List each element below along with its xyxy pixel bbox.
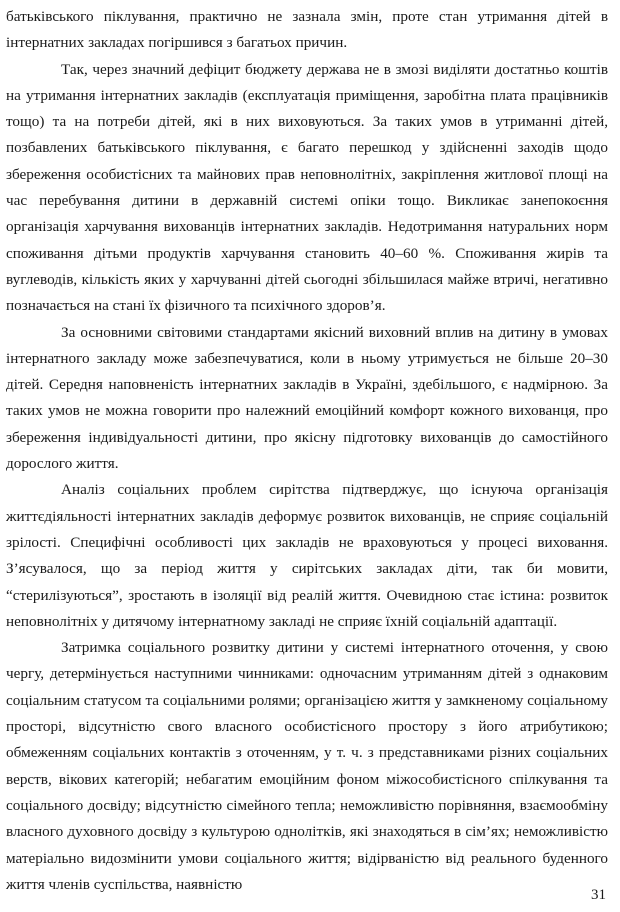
paragraph-1: батьківського піклування, практично не зазнала змін, проте стан утримання дітей в інтернатних закладах погіршився з багатьох причин. bbox=[6, 8, 608, 52]
paragraph-4: Аналіз соціальних проблем сирітства підтверджує, що існуюча організація життєдіяльності інтернатних закладів деформує розвиток вихованців, не сприяє соціальній зрілості. Специфічні особливості цих закладів не враховуються у процесі виховання. З’ясувалося, що за період життя у сирітських закладах діти, так би мовити, “стерилізуються”, зростають в ізоляції від реалій життя. Очевидною стає істина: розвиток неповнолітніх у дитячому інтернатному закладі не сприяє їхній соціальній адаптації. bbox=[6, 481, 608, 630]
body-text bbox=[6, 4, 608, 898]
paragraph-3: За основними світовими стандартами якісний виховний вплив на дитину в умовах інтернатного закладу може забезпечуватися, коли в ньому утримується не більше 20–30 дітей. Середня наповненість інтернатних закладів в Україні, здебільшого, є надмірною. За таких умов не можна говорити про належний емоційний комфорт кожного вихованця, про збереження індивідуальності дитини, про якісну підготовку вихованців до самостійного дорослого життя. bbox=[6, 323, 608, 473]
paragraph-2: Так, через значний дефіцит бюджету держава не в змозі виділяти достатньо коштів на утримання інтернатних закладів (експлуатація приміщення, заробітна плата працівників тощо) та на потреби дітей, які в них виховуються. За таких умов в утриманні дітей, позбавлених батьківського піклування, є багато перешкод у здійсненні заходів щодо збереження особистісних та майнових прав неповнолітніх, закріплення житлової площі на час перебування дитини в державній системі опіки тощо. Викликає занепокоєння організація харчування вихованців інтернатних закладів. Недотримання натуральних норм споживання дітьми продуктів харчування становить 40–60 %. Споживання жирів та вуглеводів, кількість яких у харчуванні дітей сьогодні збільшилася майже втричі, негативно позначається на стані їх фізичного та психічного здоров’я. bbox=[6, 60, 608, 315]
page-number: 31 bbox=[591, 887, 606, 903]
paragraph-5: Затримка соціального розвитку дитини у системі інтернатного оточення, у свою чергу, детермінується наступними чинниками: одночасним утриманням дітей з однаковим соціальним статусом та соціальними ролями; організацією життя у замкненому соціальному просторі, відсутністю свого власного особистісного простору з його атрибутикою; обмеженням соціальних контактів з оточенням, у т. ч. з представниками різних соціальних верств, вікових категорій; небагатим емоційним фоном міжособистісного спілкування та соціального досвіду; відсутністю сімейного тепла; неможливістю порівняння, взаємообміну власного духовного досвіду з культурою однолітків, які знаходяться в сім’ях; неможливістю матеріально видозмінити умови соціального життя; відірваністю від реального буденного життя членів суспільства, наявністю bbox=[6, 639, 608, 893]
